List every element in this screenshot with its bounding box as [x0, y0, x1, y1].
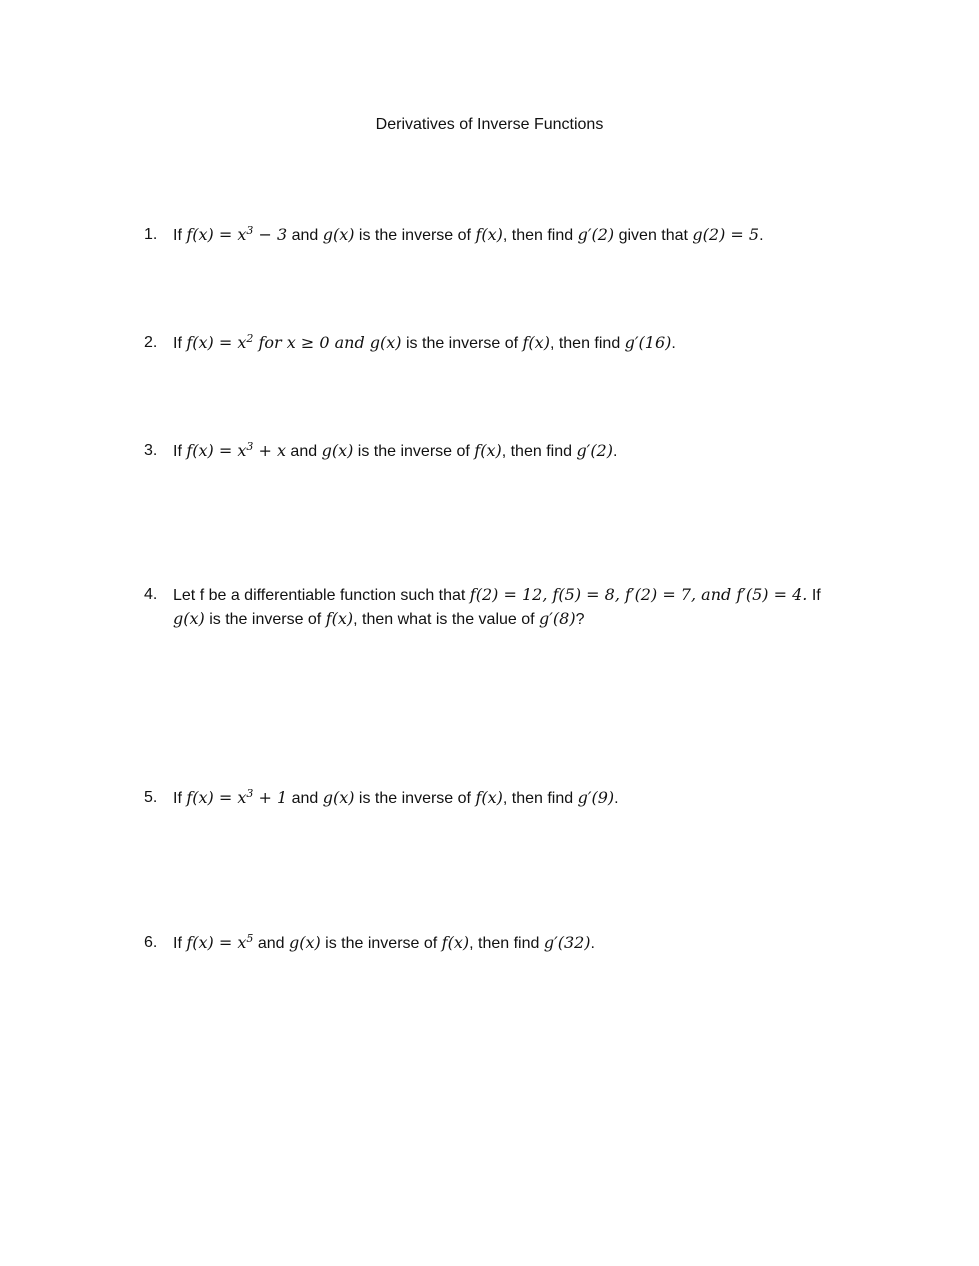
- problem-number: 4.: [144, 586, 158, 603]
- problem-2: [144, 331, 864, 355]
- text-run: , then find: [501, 443, 577, 460]
- math-expression: $f(x) = x^3 + x$: [186, 440, 286, 460]
- text-run: If: [173, 227, 187, 244]
- math-expression: g′(32): [543, 933, 591, 952]
- math-expression: $f(x) = x^5$: [186, 932, 254, 952]
- problem-1: [144, 223, 864, 247]
- math-expression: f(x): [474, 441, 502, 460]
- text-run: is the inverse of: [354, 227, 476, 244]
- problem-number: 1.: [144, 226, 158, 243]
- text-run: .: [612, 443, 618, 460]
- page-title: Derivatives of Inverse Functions: [375, 116, 604, 133]
- text-run: and: [287, 790, 323, 807]
- text-run: , then find: [549, 335, 625, 352]
- text-run: If: [807, 587, 821, 604]
- text-run: If: [173, 443, 187, 460]
- text-run: given that: [614, 227, 693, 244]
- math-expression: g′(2): [577, 225, 615, 244]
- math-expression: f(x): [522, 333, 550, 352]
- math-expression: f(x): [325, 609, 354, 628]
- text-run: is the inverse of: [354, 790, 476, 807]
- problem-text: [173, 439, 864, 463]
- math-expression: f(x): [475, 225, 503, 244]
- math-expression: g(x): [173, 609, 205, 628]
- text-run: is the inverse of: [401, 335, 523, 352]
- math-expression: f(x): [441, 933, 470, 952]
- problem-number: 6.: [144, 934, 158, 951]
- text-run: Let f be a differentiable function such that: [173, 587, 470, 604]
- problem-text: [173, 331, 864, 355]
- text-run: If: [173, 790, 187, 807]
- math-expression: g(x): [288, 933, 321, 952]
- text-run: .: [671, 335, 676, 352]
- math-expression: $f(x) = x^3 + 1$: [186, 787, 288, 807]
- text-run: , then find: [502, 227, 578, 244]
- math-expression: g′(8): [539, 609, 576, 628]
- text-run: and: [287, 227, 323, 244]
- problem-4: [144, 583, 864, 631]
- text-run: is the inverse of: [204, 611, 326, 628]
- math-expression: $f(x) = x^2$ for x ≥ 0 and g(x): [186, 332, 402, 352]
- problem-number: 5.: [144, 789, 158, 806]
- problem-text: [173, 223, 864, 247]
- math-expression: g′(9): [577, 788, 615, 807]
- math-expression: f(x): [475, 788, 503, 807]
- math-expression: g(x): [322, 788, 355, 807]
- text-run: and: [285, 443, 322, 460]
- text-run: .: [759, 227, 764, 244]
- text-run: .: [590, 935, 595, 952]
- math-expression: g′(2): [576, 441, 613, 460]
- text-run: , then find: [469, 935, 544, 952]
- problem-number: 3.: [144, 442, 158, 459]
- math-expression: g(2) = 5: [692, 225, 760, 244]
- text-run: , then what is the value of: [353, 611, 540, 628]
- problem-text: [173, 786, 864, 810]
- problem-text: [173, 931, 864, 955]
- text-run: ?: [575, 611, 585, 628]
- text-run: If: [173, 935, 187, 952]
- math-expression: $f(x) = x^3 - 3$: [186, 224, 288, 244]
- text-run: is the inverse of: [353, 443, 475, 460]
- text-run: .: [614, 790, 619, 807]
- math-expression: f(2) = 12, f(5) = 8, f′(2) = 7, and f′(5) = 4.: [469, 585, 808, 604]
- text-run: If: [173, 335, 187, 352]
- problem-number: 2.: [144, 334, 158, 351]
- text-run: , then find: [502, 790, 578, 807]
- math-expression: g′(16): [624, 333, 672, 352]
- problem-3: [144, 439, 864, 463]
- problem-5: [144, 786, 864, 810]
- text-run: is the inverse of: [320, 935, 442, 952]
- problem-6: [144, 931, 864, 955]
- text-run: and: [253, 935, 289, 952]
- math-expression: g(x): [321, 441, 354, 460]
- problem-text: [173, 583, 864, 631]
- math-expression: g(x): [322, 225, 355, 244]
